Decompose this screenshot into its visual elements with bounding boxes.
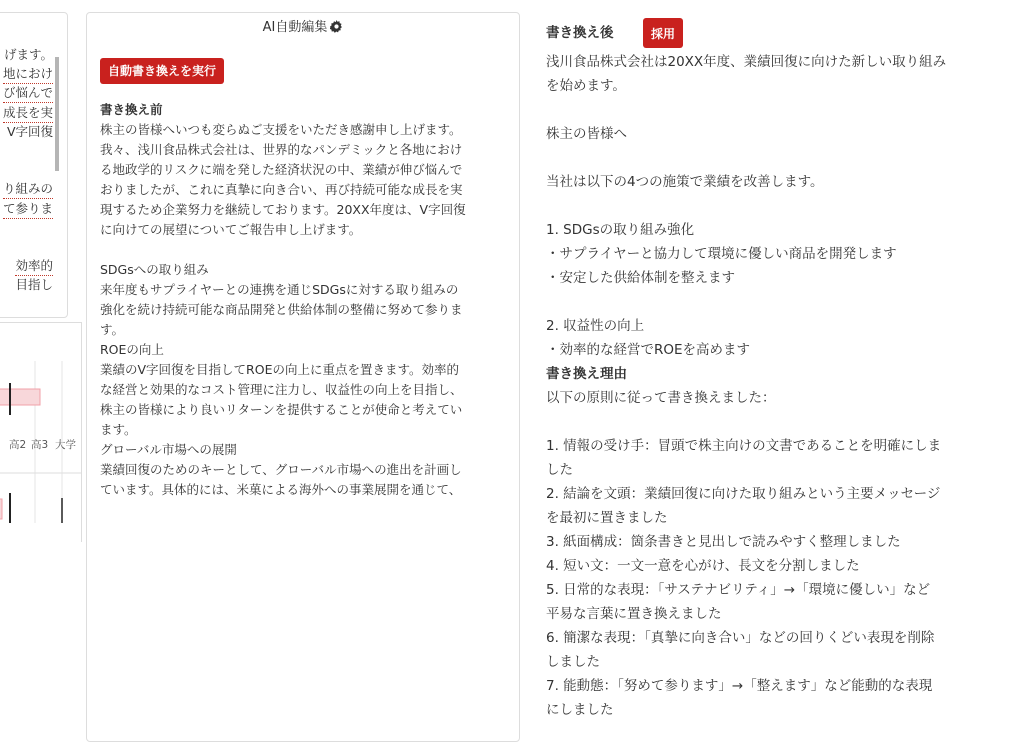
chart-tick-label: 高2: [9, 439, 27, 451]
left-editor-text[interactable]: [0, 45, 57, 318]
roe-heading: ROEの向上: [100, 342, 164, 357]
left-chart-panel: [0, 322, 82, 542]
roe-paragraph: 業績のV字回復を目指してROEの向上に重点を置きます。効率的 な経営と効果的なコスト管理に注力し、収益性の向上を目指し、 株主の皆様により良いリターンを提供することが使命と考えてい ます。: [100, 362, 463, 437]
chart-bar: [0, 389, 40, 405]
reason-text: 以下の原則に従って書き換えました： 1. 情報の受け手：冒頭で株主向けの文書であることを明確にしま した 2. 結論を文頭：業績回復に向けた取り組みという主要メッセージ を最初に置きました 3. 紙面構成：箇条書きと見出しで読みやすく整理しました 4. 短い文：一文一意を心がけ、長文を分割しました 5. 日常的な表現：「サステナビリティ」→「環境に優しい」など 平易な言葉に置き換えました 6. 簡潔な表現：「真摯に向き合い」などの回りくどい表現を削除 しました 7. 能動態：「努めて参ります」→「整えます」など能動的な表現 にしました: [546, 390, 942, 718]
run-rewrite-button[interactable]: 自動書き換えを実行: [100, 58, 224, 84]
left-editor-line: び悩んで: [3, 83, 53, 103]
before-title: 書き換え前: [100, 102, 163, 117]
sdgs-paragraph: 来年度もサプライヤーとの連携を通じSDGsに対する取り組みの 強化を続け持続可能な商品開発と供給体制の整備に努めて参りま す。: [100, 282, 463, 337]
left-editor-line: 目指し: [15, 277, 53, 293]
before-paragraph: 株主の皆様へいつも変らぬご支援をいただき感謝申し上げます。 我々、浅川食品株式会社は、世界的なパンデミックと各地におけ る地政学的リスクに端を発した経済状況の中、業績が伸び悩んで おりましたが、これに真摯に向き合い、再び持続可能な成長を実 現するため企業努力を継続しております。20XX年度は、V字回復 に向けての展望についてご報告申し上げます。: [100, 122, 466, 237]
after-header: [546, 18, 1020, 50]
mini-chart: [0, 323, 82, 542]
chart-tick-label: 大学: [55, 439, 76, 451]
global-paragraph: 業績回復のためのキーとして、グローバル市場への進出を計画し ています。具体的には、米菓による海外への事業展開を通じて、: [100, 462, 462, 497]
left-editor-scrollbar[interactable]: [55, 57, 59, 171]
global-heading: グローバル市場への展開: [100, 442, 237, 457]
gear-icon[interactable]: [330, 15, 343, 28]
mini-chart-svg: [0, 323, 82, 542]
left-editor-line: 効率的: [15, 256, 53, 276]
reason-title: 書き換え理由: [546, 366, 627, 382]
before-content: [100, 100, 518, 500]
spacer: [100, 240, 518, 260]
sdgs-heading: SDGsへの取り組み: [100, 262, 209, 277]
left-editor-line: 地におけ: [3, 64, 53, 84]
left-editor-line: V字回復: [6, 123, 53, 139]
ai-edit-panel: [86, 12, 520, 742]
left-editor-line: て参りま: [3, 199, 53, 219]
left-editor-line: 成長を実: [3, 103, 53, 123]
left-editor-line: り組みの: [3, 179, 53, 199]
chart-tick-label: 高3: [31, 439, 49, 451]
after-text: 浅川食品株式会社は20XX年度、業績回復に向けた新しい取り組み を始めます。 株主の皆様へ 当社は以下の4つの施策で業績を改善します。 1. SDGsの取り組み強化 ・サプライヤーと協力して環境に優しい商品を開発します ・安定した供給体制を整えます 2. 収益性の向上 ・効率的な経営でROEを高めます: [546, 54, 947, 358]
chart-bar: [0, 499, 2, 519]
left-editor-line: げます。: [3, 47, 53, 62]
adopt-button[interactable]: 採用: [643, 18, 683, 48]
ai-edit-header-label: AI自動編集: [262, 20, 328, 35]
left-editor-panel: [0, 12, 68, 318]
after-title: 書き換え後: [546, 25, 614, 41]
after-panel: [546, 18, 1020, 730]
ai-edit-header: [87, 13, 519, 43]
